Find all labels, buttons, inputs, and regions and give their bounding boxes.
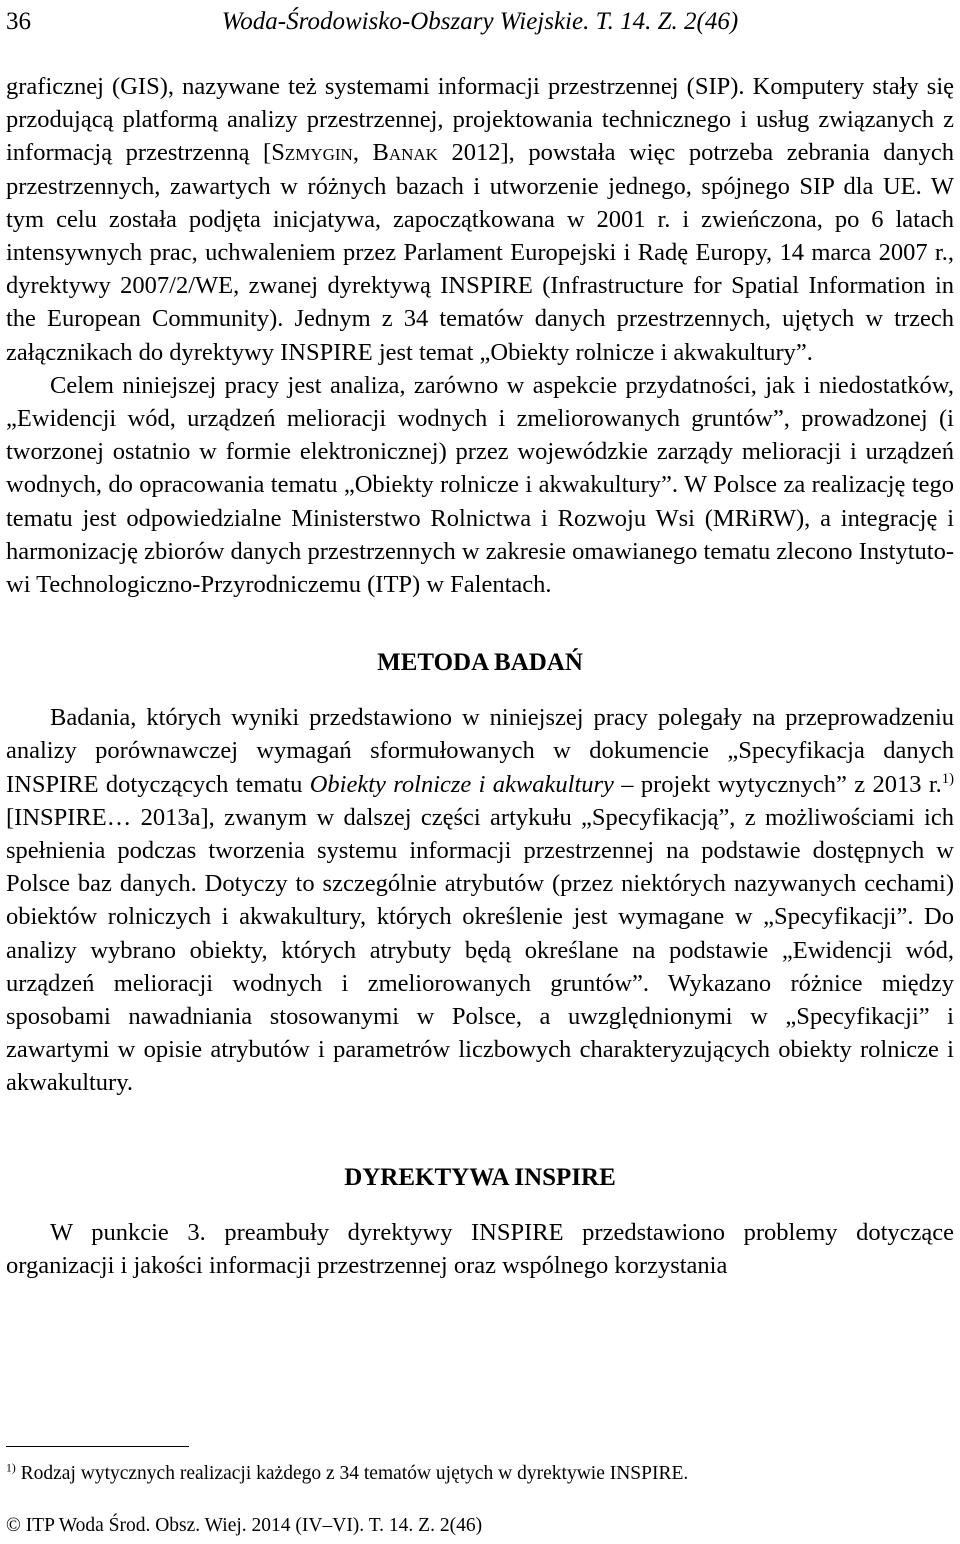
paragraph-text: Badania, których wyniki przedstawiono w niniejszej pracy polegały na przeprowadzeniu analizy porównawczej wymagań sformułowanych w dokumencie „Specyfikacja danych INSPIRE dotyczących tematu (6, 704, 954, 798)
citation-author: Banak (372, 139, 438, 167)
citation-author: Szmygin (271, 139, 353, 167)
paragraph-text: 2012], powstała więc potrzeba zebrania danych przestrzennych, zawartych w różnych bazach i utworzenie jednego, spójnego SIP dla UE. W tym celu została podjęta inicjatywa, zapoczątkowana w 2001 r. i zwieńczona, po 6 latach intensywnych prac, uchwaleniem przez Parlament Europejski i Radę Europy, 14 marca 2007 r., dyrektywy 2007/2/WE, zwanej dyrektywą INSPIRE (Infrastructure for Spatial Information in the European Community). Jednym z 34 tematów danych przestrzennych, ujętych w trzech załącznikach do dyrektywy INSPIRE jest temat „Obiekty rolnicze i akwakultury”. (6, 139, 954, 366)
paragraph-directive: W punkcie 3. preambuły dyrektywy INSPIRE przedstawiono problemy dotyczące organizacji i jakości informacji przestrzennej oraz wspólnego korzystania (6, 1218, 954, 1279)
paragraph-intro (6, 70, 954, 369)
journal-title: Woda-Środowisko-Obszary Wiejskie. T. 14. Z. 2(46) (221, 8, 739, 35)
paragraph-text: [INSPIRE… 2013a], zwanym w dalszej części artykułu „Specyfikacją”, z możliwościami ich spełnienia podczas tworzenia systemu informacji przestrzennej na podstawie dostępnych w Polsce baz danych. Dotyczy to szczególnie atrybutów (przez niektórych nazywanych cechami) obiektów rolniczych i akwakultury, których określenie jest wymagane w „Specyfikacji”. Do analizy wybrano obiekty, których atrybuty będą określane na podstawie „Ewidencji wód, urządzeń melioracji wodnych i zmeliorowanych gruntów”. Wykazano różnice między sposobami nawadniania stosowanymi w Polsce, a uwzględnionymi w „Specyfikacji” i zawartymi w opisie atrybutów i parametrów liczbowych charakteryzujących obiekty rolnicze i akwakultury. (6, 803, 954, 1097)
page-number: 36 (6, 8, 31, 35)
footnote (6, 1460, 954, 1488)
section-heading-directive: DYREKTYWA INSPIRE (344, 1163, 616, 1191)
footnote-marker: 1) (6, 1461, 16, 1475)
italic-title: Obiekty rolnicze i akwakultury (309, 770, 614, 798)
footnote-divider (6, 1446, 189, 1447)
section-heading-methods: METODA BADAŃ (377, 649, 583, 677)
paragraph-text: graficznej (GIS), nazywane też systemami informacji przestrzennej (SIP). Komputery stały się przodującą platformą analizy przestrzennej, projektowania technicznego i usług związanych z informacją przestrzenną [ (6, 73, 954, 167)
paragraph-aim: Celem niniejszej pracy jest analiza, zarówno w aspekcie przydatności, jak i niedostatków, „Ewidencji wód, urządzeń melioracji wodnych i zmeliorowanych gruntów”, prowadzonej (i tworzonej ostatnio w formie elektronicznej) przez wojewódzkie zarządy melioracji i urządzeń wodnych, do opracowania tematu „Obiekty rolnicze i akwakultury”. W Polsce za realizację tego tematu jest odpowiedzialne Ministerstwo Rolnictwa i Rozwoju Wsi (MRiRW), a integrację i harmonizację zbiorów danych przestrzennych w zakresie omawianego tematu zlecono Instytutowi Technologiczno-Przyrodniczemu (ITP) w Falentach. (6, 371, 954, 599)
copyright-notice: © ITP Woda Środ. Obsz. Wiej. 2014 (IV–VI). T. 14. Z. 2(46) (6, 1515, 483, 1536)
paragraph-text: – projekt wytycznych” z 2013 r. (613, 770, 942, 798)
footnote-text: Rodzaj wytycznych realizacji każdego z 34 tematów ujętych w dyrektywie INSPIRE. (15, 1463, 689, 1484)
article-body (6, 70, 954, 1282)
paragraph-methods (6, 701, 954, 1099)
citation-separator: , (352, 139, 373, 167)
footnote-reference[interactable]: 1) (941, 770, 954, 787)
running-header (6, 2, 954, 42)
